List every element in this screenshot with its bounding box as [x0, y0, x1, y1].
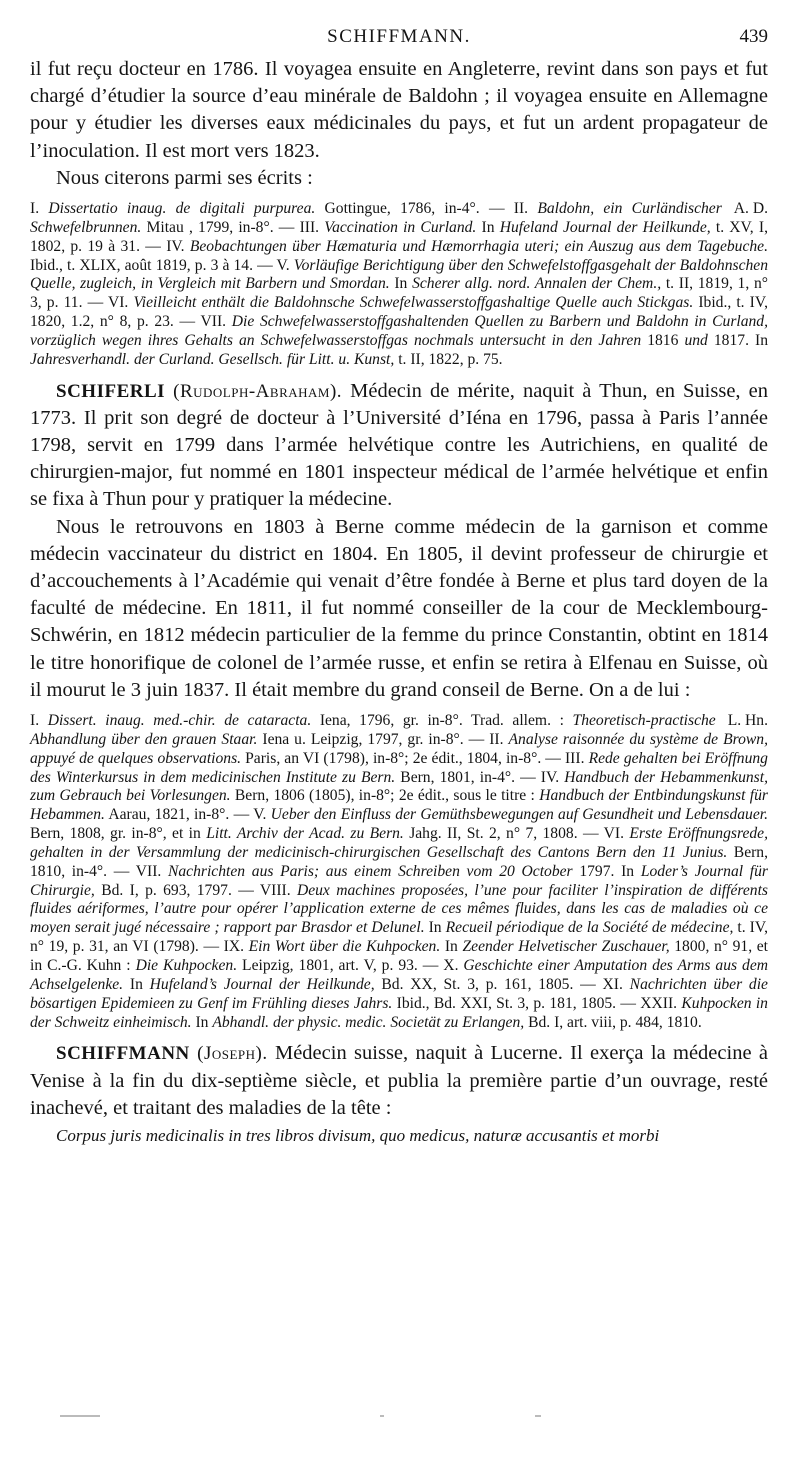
citation-run: Jahg. II, St. 2, n° 7, 1808. — VI.: [403, 825, 630, 843]
schiferli-paragraph-1: Médecin de mérite, naquit à Thun, en Suisse, en 1773. Il prit son degré de docteur à l’Université d’Iéna en 1796, passa à Paris l’année 1798, servit en 1799 dans l’armée helvétique contre les Autrichiens, en qualité de chirurgien-major, fut nommé en 1801 inspecteur médical de l’armée helvétique et enfin se fixa à Thun pour y pratiquer la médecine.: [30, 379, 768, 511]
bibliography-2-text: [30, 712, 768, 1031]
citation-run: In: [389, 275, 413, 293]
citation-run: Ibid., t. XLIX, août 1819, p. 3 à 14. — V.: [30, 256, 294, 274]
italic-title-run: und: [684, 331, 708, 349]
citation-run: t. IV, n° 19, p. 31, an VI (1798). — IX.: [30, 919, 768, 956]
italic-title-run: Rede gehalten bei Eröffnung des Winterkursus in dem medicinischen Institute zu Bern.: [30, 749, 768, 786]
citation-run: Ibid., t. IV, 1820, 1.2, n° 8, p. 23. — VII.: [30, 294, 768, 331]
entry-name-schiffmann: SCHIFFMANN: [56, 1043, 190, 1065]
italic-title-run: Ueber den Einfluss der Gemüthsbewegungen auf Gesundheit und Lebensdauer.: [270, 806, 768, 824]
citation-run: Gottingue, 1786, in-4°. — II.: [315, 200, 538, 218]
entry-continuation-paragraph: il fut reçu docteur en 1786. Il voyagea ensuite en Angleterre, revint dans son pays et fut chargé d’étudier la source d’eau minérale de Baldohn ; il voyagea ensuite en Allemagne pour y étudier les diverses eaux médicinales du pays, et fut un ardent propagateur de l’inoculation. Il est mort vers 1823.: [30, 58, 768, 162]
citation-run: Paris, an VI (1798), in-8°; 2e édit., 1804, in-8°. — III.: [241, 749, 589, 767]
citation-run: 1816: [641, 331, 685, 349]
page: [30, 26, 768, 1148]
italic-title-run: Nachrichten über die bösartigen Epidemieen zu Genf im Frühling dieses Jahrs.: [30, 975, 768, 1012]
italic-title-run: Loder’s Journal für Chirurgie,: [30, 862, 768, 899]
italic-title-run: Scherer allg. nord. Annalen der Chem.,: [412, 275, 662, 293]
forename-schiferli: (Rudolph-Abraham).: [173, 380, 343, 402]
citation-run: 1817. In: [707, 331, 769, 349]
running-head: [30, 26, 768, 56]
citation-run: Bd. I, art. viii, p. 484, 1810.: [524, 1013, 702, 1031]
italic-title-run: Vaccination in Curland.: [324, 218, 477, 236]
italic-title-run: Ein Wort über die Kuhpocken.: [248, 938, 441, 956]
citation-run: Iena, 1796, gr. in-8°. Trad. allem. :: [311, 712, 573, 730]
schiffmann-paragraph-1: Médecin suisse, naquit à Lucerne. Il exerça la médecine à Venise à la fin du dix-septième siècle, et publia la première partie d’un ouvrage, resté inachevé, et traitant des maladies de la tête :: [30, 1042, 769, 1119]
citation-run: In: [424, 919, 446, 937]
citation-run: In: [123, 975, 150, 993]
citation-run: 1800, n° 91, et in C.-G. Kuhn :: [30, 938, 769, 975]
citation-run: Bd. I, p. 693, 1797. — VIII.: [94, 881, 297, 899]
citation-run: Bd. XX, St. 3, p. 161, 1805. — XI.: [374, 975, 630, 993]
forename-schiffmann: (Joseph).: [197, 1043, 268, 1065]
citation-run: I.: [30, 200, 49, 218]
italic-title-run: Die Kuhpocken.: [135, 957, 238, 975]
citation-run: Ibid., Bd. XXI, St. 3, p. 181, 1805. — XXII.: [392, 994, 682, 1012]
italic-title-run: Hufeland Journal der Heilkunde,: [499, 218, 711, 236]
italic-title-run: Erste Eröffnungsrede, gehalten in der Versammlung der medicinisch-chirurgischen Gesellschaft des Cantons Bern den 11 Junius.: [30, 825, 768, 861]
bleed-through-marks: [30, 1415, 730, 1425]
italic-title-run: Hufeland’s Journal der Heilkunde,: [149, 975, 375, 993]
citation-run: Bern, 1806 (1805), in-8°; 2e édit., sous le titre :: [230, 787, 540, 805]
citation-run: Bern, 1801, in-4°. — IV.: [395, 768, 565, 786]
entry-schiferli: [30, 378, 768, 514]
schiferli-paragraph-2: Nous le retrouvons en 1803 à Berne comme médecin de la garnison et comme médecin vaccinateur du district en 1804. En 1805, il devint professeur de chirurgie et d’accouchements à l’Académie qui venait d’être fondée à Berne et plus tard doyen de la faculté de médecine. En 1811, il fut nommé conseiller de la cour de Mecklembourg-Schwérin, en 1812 médecin particulier de la femme du prince Constantin, obtint en 1814 le titre honorifique de colonel de l’armée russe, et enfin se retira à Elfenau en Suisse, où il mourut le 3 juin 1837. Il était membre du grand conseil de Berne. On a de lui :: [30, 515, 768, 701]
italic-title-run: Vieilleicht enthält die Baldohnsche Schwefelwasserstoffgashaltige Quelle auch Stickgas.: [133, 294, 694, 312]
italic-title-run: Geschichte einer Amputation des Arms aus dem Achselgelenke.: [30, 957, 768, 993]
citation-run: Mitau , 1799, in-8°. — III.: [141, 218, 325, 236]
citation-run: Bern, 1810, in-4°. — VII.: [30, 843, 769, 880]
citation-run: I.: [30, 712, 48, 730]
running-title: SCHIFFMANN.: [327, 26, 471, 47]
citation-run: Leipzig, 1801, art. V, p. 93. — X.: [237, 957, 464, 975]
italic-title-run: Dissert. inaug. med.-chir. de cataracta.: [47, 712, 312, 730]
author-signature-2: L. Hn.: [727, 712, 768, 730]
italic-title-run: Beobachtungen über Hæmaturia und Hæmorrhagia uteri; ein Auszug aus dem Tagebuche.: [189, 237, 769, 255]
citation-run: Aarau, 1821, in-8°. — V.: [104, 806, 271, 824]
citation-run: In: [191, 1013, 213, 1031]
citation-run: Iena u. Leipzig, 1797, gr. in-8°. — II.: [257, 730, 509, 748]
italic-title-run: Vorläufige Berichtigung über den Schwefelstoffgasgehalt der Baldohnschen Quelle, zugleich, in Vergleich mit Barbern und Smordan.: [30, 256, 769, 293]
italic-title-run: Handbuch der Hebammenkunst, zum Gebrauch bei Vorlesungen.: [30, 768, 768, 805]
italic-title-run: Theoretisch-practische Abhandlung über den grauen Staar.: [30, 712, 716, 748]
citation-run: Bern, 1808, gr. in-8°, et in: [30, 825, 207, 843]
italic-title-run: Die Schwefelwasserstoffgashaltenden Quellen zu Barbern und Baldohn in Curland, vorzüglich wegen ihres Gehalts an Schwefelwasserstoffgas nochmals untersucht in den Jahren: [30, 313, 769, 349]
writings-intro: Nous citerons parmi ses écrits :: [56, 166, 313, 189]
italic-title-run: Kuhpocken in der Schweitz einheimisch.: [30, 994, 768, 1031]
entry-name-schiferli: SCHIFERLI: [56, 380, 166, 402]
citation-run: t. II, 1822, p. 75.: [394, 350, 503, 368]
citation-run: In: [476, 218, 500, 236]
italic-title-run: Litt. Archiv der Acad. zu Bern.: [206, 825, 404, 843]
italic-title-run: Recueil périodique de la Société de médecine,: [445, 919, 734, 937]
citation-run: 1797. In: [572, 862, 641, 880]
bibliography-1-text: [30, 200, 768, 368]
italic-title-run: Jahresverhandl. der Curland. Gesellsch. für Litt. u. Kunst,: [30, 350, 395, 368]
bibliography-2: [30, 712, 768, 1032]
citation-run: In: [440, 938, 463, 956]
italic-title-run: Deux machines proposées, l’une pour faciliter l’inspiration de différents fluides aériformes, l’autre pour opérer l’application externe de ces mêmes fluides, dans les cas de maladies où ce moyen serait jugé nécessaire ; rapport par Brasdor et Delunel.: [30, 881, 768, 937]
italic-title-run: Dissertatio inaug. de digitali purpurea.: [48, 200, 316, 218]
book-title-line: Corpus juris medicinalis in tres libros divisum, quo medicus, naturæ accusantis et morbi: [56, 1126, 660, 1145]
italic-title-run: Handbuch der Entbindungskunst für Hebammen.: [30, 787, 768, 824]
italic-title-run: Abhandl. der physic. medic. Societät zu Erlangen,: [212, 1013, 525, 1031]
italic-title-run: Analyse raisonnée du système de Brown, appuyé de quelques observations.: [30, 730, 768, 767]
citation-run: t. II, 1819, 1, n° 3, p. 11. — VI.: [30, 275, 768, 312]
author-signature-1: A. D.: [733, 200, 768, 218]
bibliography-1: [30, 200, 768, 370]
page-number: 439: [739, 26, 768, 47]
citation-run: t. XV, I, 1802, p. 19 à 31. — IV.: [30, 218, 768, 255]
entry-schiffmann: [30, 1040, 768, 1122]
italic-title-run: Nachrichten aus Paris; aus einem Schreiben vom 20 October: [167, 862, 573, 880]
italic-title-run: Baldohn, ein Curländischer Schwefelbrunnen.: [30, 200, 722, 236]
italic-title-run: Zeender Helvetischer Zuschauer,: [462, 938, 670, 956]
